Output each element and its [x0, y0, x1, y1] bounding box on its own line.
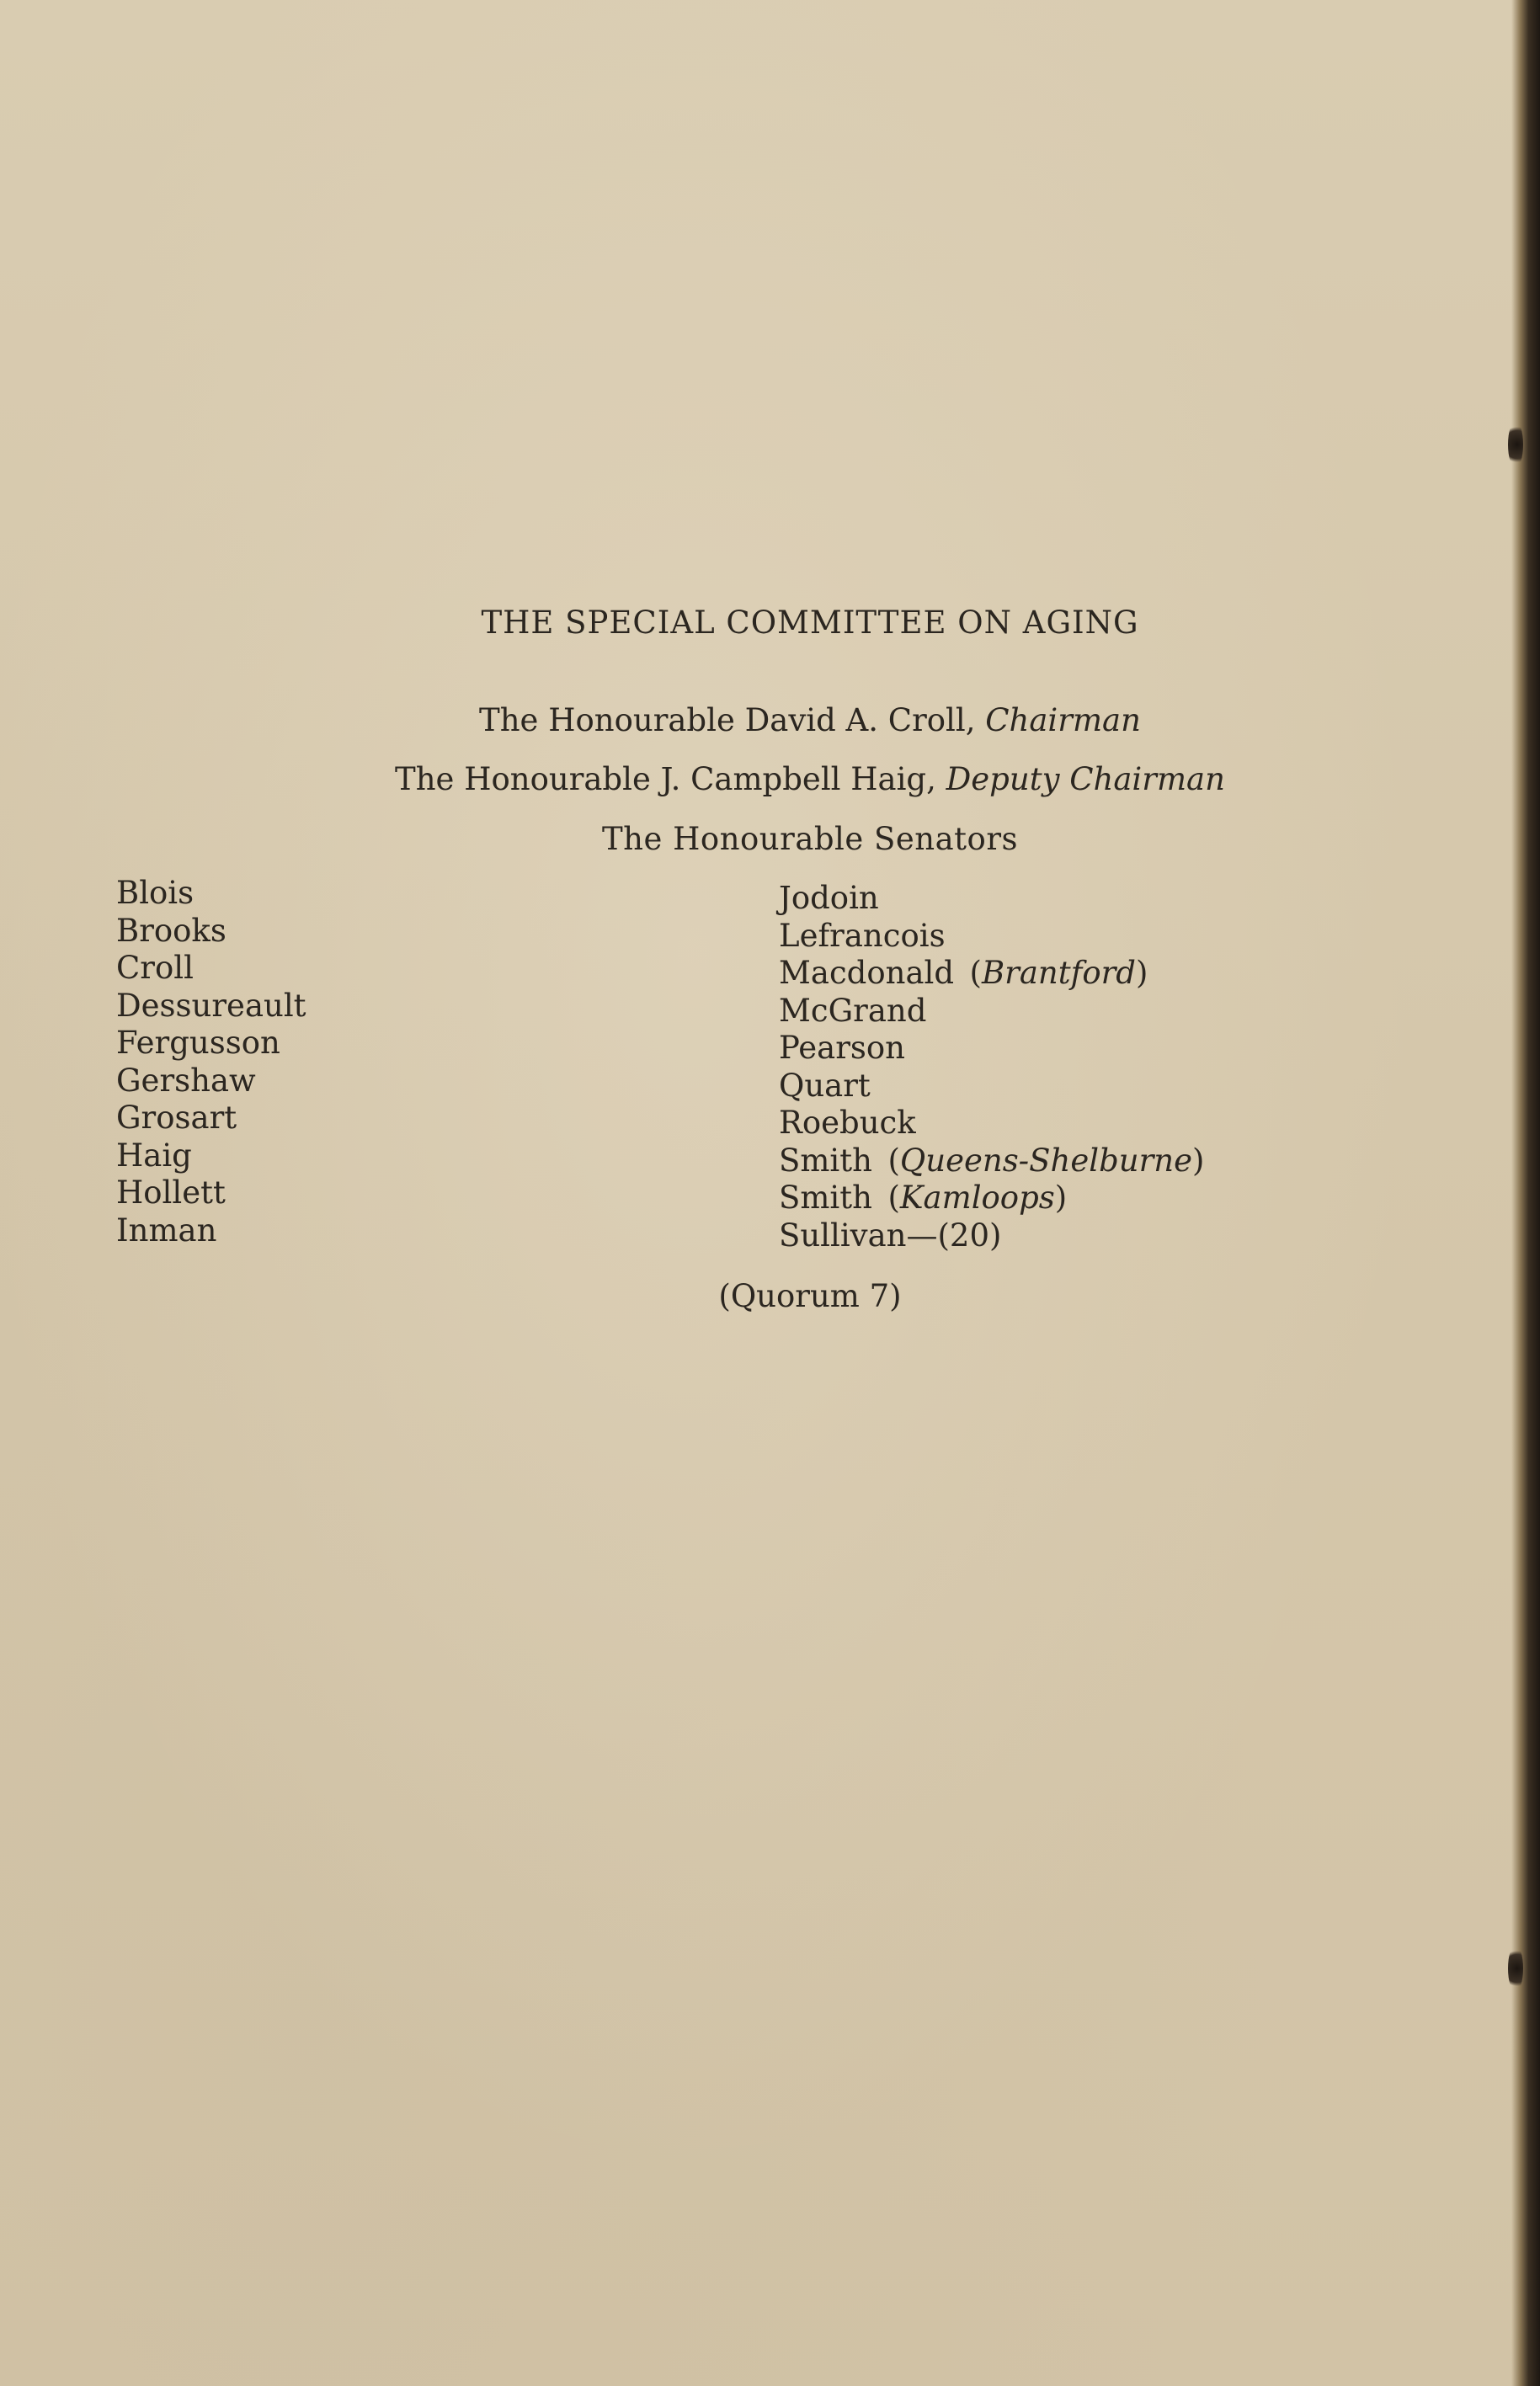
senator-name: Quart	[779, 1067, 871, 1104]
deputy-chairman-line	[0, 759, 1540, 800]
senator-name: Pearson	[779, 1030, 905, 1066]
senator-list-item: Macdonald (Brantford)	[779, 955, 1148, 991]
senator-list-item	[779, 1217, 1204, 1255]
senator-name: Haig	[116, 1137, 192, 1174]
senator-list-item	[116, 1137, 306, 1175]
senator-name: Croll	[116, 950, 194, 986]
senator-list-item: Smith (Kamloops)	[779, 1180, 1068, 1216]
senator-name: Fergusson	[116, 1025, 280, 1061]
senator-list-item	[116, 988, 306, 1025]
senator-name: Macdonald	[779, 955, 955, 991]
senator-name: Jodoin	[779, 880, 879, 916]
senator-name: Smith	[779, 1142, 872, 1179]
senator-list-item: Smith (Queens-Shelburne)	[779, 1142, 1205, 1179]
senator-list-item	[116, 1174, 306, 1212]
senator-list-item	[779, 993, 1204, 1031]
senator-name: Inman	[116, 1212, 217, 1249]
senators-heading: The Honourable Senators	[601, 821, 1019, 857]
senator-name: Blois	[116, 875, 194, 911]
senator-name: Roebuck	[779, 1105, 916, 1141]
chairman-name: The Honourable David A. Croll,	[479, 702, 976, 738]
senator-name: Gershaw	[116, 1062, 256, 1099]
senator-list-item	[116, 913, 306, 951]
senator-riding: Kamloops	[899, 1180, 1055, 1216]
quorum-note: (Quorum 7)	[718, 1278, 902, 1314]
binding-notch-top	[1508, 421, 1523, 468]
senator-list-item	[779, 918, 1204, 956]
senator-name: Hollett	[116, 1174, 226, 1211]
senator-list-item	[116, 1063, 306, 1100]
binding-notch-bottom	[1508, 1945, 1523, 1992]
senators-list-left	[116, 875, 306, 1249]
senator-list-item	[779, 1068, 1204, 1105]
senator-list-item	[116, 875, 306, 913]
senator-riding: Queens-Shelburne	[899, 1142, 1193, 1179]
senator-name: Lefrancois	[779, 917, 946, 954]
senator-list-item	[116, 950, 306, 988]
senator-name: Grosart	[116, 1100, 237, 1136]
senator-list-item	[116, 1100, 306, 1137]
chairman-line	[0, 700, 1540, 741]
senator-list-item	[116, 1212, 306, 1250]
deputy-chairman-role: Deputy Chairman	[946, 761, 1225, 797]
senator-list-item	[779, 1030, 1204, 1068]
senator-riding: Brantford	[981, 955, 1136, 991]
senator-name: Brooks	[116, 912, 226, 949]
chairman-role: Chairman	[985, 702, 1141, 738]
senators-list-right	[779, 880, 1204, 1254]
senator-name: Dessureault	[116, 987, 306, 1024]
book-spine-edge	[1511, 0, 1540, 2386]
senator-name: Smith	[779, 1180, 872, 1216]
senator-list-item	[116, 1025, 306, 1063]
committee-title: THE SPECIAL COMMITTEE ON AGING	[481, 604, 1139, 641]
senator-name: McGrand	[779, 992, 927, 1029]
senator-name: Sullivan—(20)	[779, 1217, 1002, 1254]
deputy-chairman-name: The Honourable J. Campbell Haig,	[395, 761, 936, 797]
senator-list-item	[779, 880, 1204, 918]
senator-list-item	[779, 1105, 1204, 1142]
